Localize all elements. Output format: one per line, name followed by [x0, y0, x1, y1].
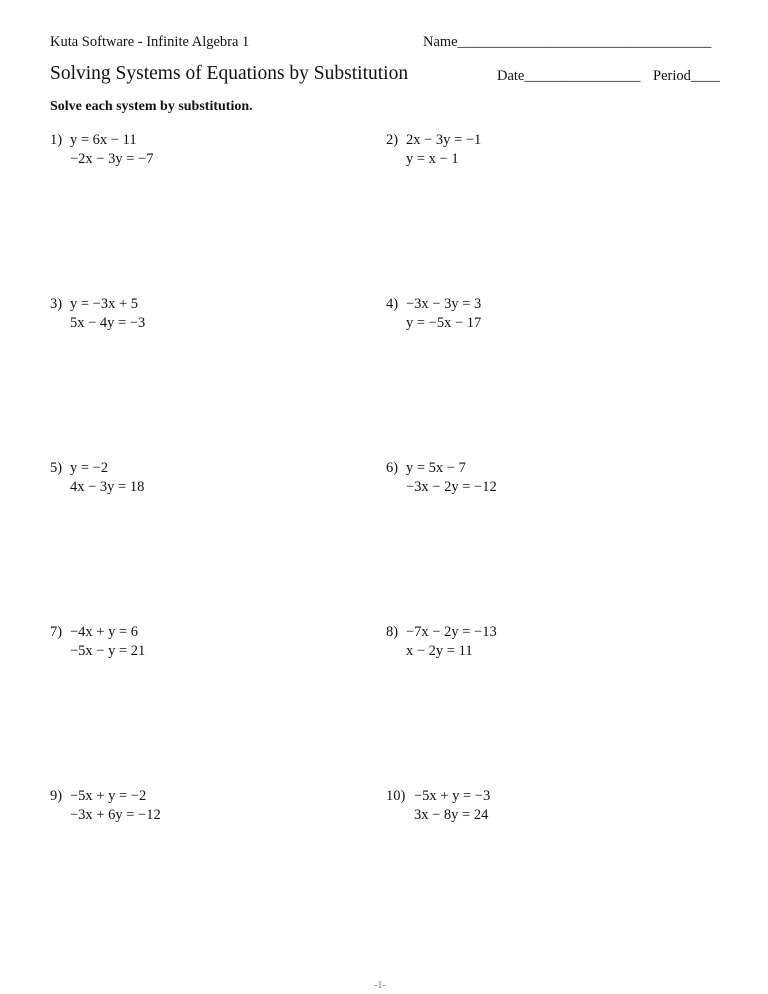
equation-2: x − 2y = 11 [406, 643, 473, 659]
equation-1: −5x + y = −2 [70, 788, 147, 804]
equation-1: −3x − 3y = 3 [406, 296, 482, 312]
page-number: -1- [374, 980, 386, 991]
equation-2: −3x + 6y = −12 [70, 807, 161, 823]
problem-number: 2) [386, 132, 399, 148]
equation-1: y = −3x + 5 [70, 296, 139, 312]
date-field: Date________________ [497, 68, 641, 84]
problem-number: 5) [50, 460, 63, 476]
problem-number: 9) [50, 788, 63, 804]
equation-1: y = 5x − 7 [406, 460, 466, 476]
equation-1: −5x + y = −3 [414, 788, 491, 804]
equation-1: y = −2 [70, 460, 109, 476]
equation-1: −4x + y = 6 [70, 624, 139, 640]
problem-number: 6) [386, 460, 399, 476]
equation-2: 3x − 8y = 24 [414, 807, 489, 823]
problem-number: 10) [386, 788, 406, 804]
equation-1: −7x − 2y = −13 [406, 624, 497, 640]
equation-1: y = 6x − 11 [70, 132, 137, 148]
equation-2: −3x − 2y = −12 [406, 479, 497, 495]
equation-2: −5x − y = 21 [70, 643, 146, 659]
equation-2: 4x − 3y = 18 [70, 479, 145, 495]
equation-2: 5x − 4y = −3 [70, 315, 146, 331]
problem-number: 4) [386, 296, 399, 312]
equation-2: −2x − 3y = −7 [70, 151, 154, 167]
equation-1: 2x − 3y = −1 [406, 132, 482, 148]
problem-number: 1) [50, 132, 63, 148]
problem-number: 7) [50, 624, 63, 640]
problem-number: 8) [386, 624, 399, 640]
period-field: Period____ [653, 68, 720, 84]
publisher-label: Kuta Software - Infinite Algebra 1 [50, 34, 250, 50]
name-field: Name___________________________________ [423, 34, 712, 50]
equation-2: y = x − 1 [406, 151, 459, 167]
problem-number: 3) [50, 296, 63, 312]
equation-2: y = −5x − 17 [406, 315, 482, 331]
instructions: Solve each system by substitution. [50, 99, 253, 114]
worksheet-title: Solving Systems of Equations by Substitution [50, 63, 409, 84]
